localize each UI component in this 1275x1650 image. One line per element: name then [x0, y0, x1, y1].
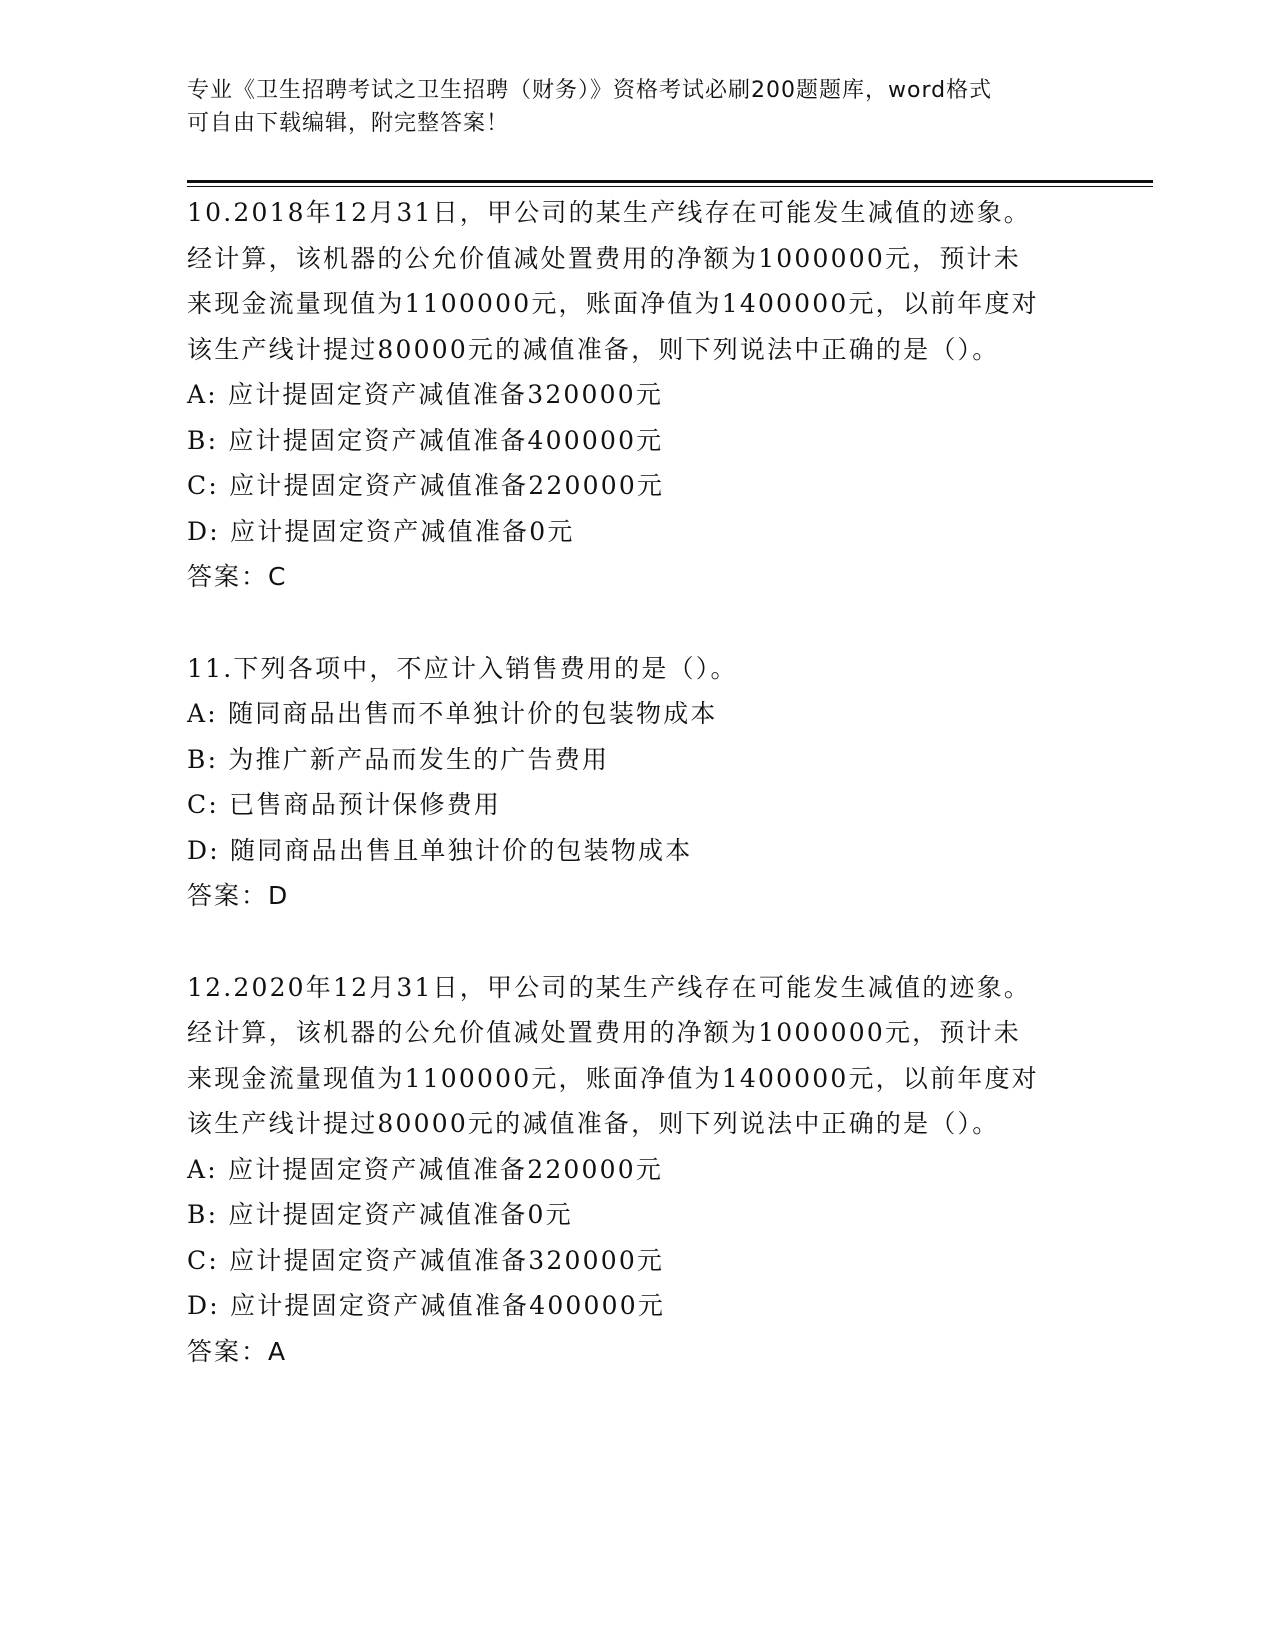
answer-line: 答案：A: [187, 1336, 288, 1366]
question-stem-line: 11.下列各项中，不应计入销售费用的是（）。: [187, 653, 738, 683]
header-rule-thick: [187, 180, 1153, 183]
option-b: B: 为推广新产品而发生的广告费用: [187, 744, 610, 774]
question-stem-line: 10.2018年12月31日，甲公司的某生产线存在可能发生减值的迹象。: [187, 198, 1032, 227]
question-stem-line: 该生产线计提过80000元的减值准备，则下列说法中正确的是（）。: [187, 1109, 1000, 1138]
question-11: [187, 646, 1087, 919]
question-stem-line: 来现金流量现值为1100000元，账面净值为1400000元，以前年度对: [187, 289, 1039, 318]
option-c: C: 应计提固定资产减值准备320000元: [187, 1245, 665, 1275]
header-line-2: 可自由下载编辑，附完整答案！: [187, 111, 510, 136]
question-10: [187, 190, 1087, 600]
question-12: [187, 965, 1087, 1375]
answer-line: 答案：D: [187, 881, 290, 910]
question-stem-line: 经计算，该机器的公允价值减处置费用的净额为1000000元，预计未: [187, 243, 1021, 273]
question-spacer: [187, 600, 1087, 646]
question-stem-line: 经计算，该机器的公允价值减处置费用的净额为1000000元，预计未: [187, 1018, 1021, 1047]
option-b: B: 应计提固定资产减值准备400000元: [187, 425, 664, 455]
question-spacer: [187, 919, 1087, 965]
header-line-1: 专业《卫生招聘考试之卫生招聘（财务）》资格考试必刷200题题库，word格式: [187, 78, 993, 103]
question-list: [187, 190, 1087, 1374]
option-c: C: 应计提固定资产减值准备220000元: [187, 471, 665, 500]
header-rule-thin: [187, 186, 1153, 187]
option-a: A: 应计提固定资产减值准备220000元: [187, 1154, 664, 1184]
option-a: A: 应计提固定资产减值准备320000元: [187, 380, 664, 409]
option-d: D: 应计提固定资产减值准备400000元: [187, 1291, 666, 1320]
option-d: D: 随同商品出售且单独计价的包装物成本: [187, 835, 693, 865]
answer-line: 答案：C: [187, 562, 288, 591]
document-header: [187, 74, 1067, 140]
question-stem-line: 12.2020年12月31日，甲公司的某生产线存在可能发生减值的迹象。: [187, 972, 1032, 1002]
option-d: D: 应计提固定资产减值准备0元: [187, 516, 575, 546]
option-a: A: 随同商品出售而不单独计价的包装物成本: [187, 699, 718, 728]
question-stem-line: 该生产线计提过80000元的减值准备，则下列说法中正确的是（）。: [187, 334, 1000, 364]
option-c: C: 已售商品预计保修费用: [187, 790, 502, 819]
question-stem-line: 来现金流量现值为1100000元，账面净值为1400000元，以前年度对: [187, 1063, 1039, 1093]
option-b: B: 应计提固定资产减值准备0元: [187, 1200, 573, 1229]
